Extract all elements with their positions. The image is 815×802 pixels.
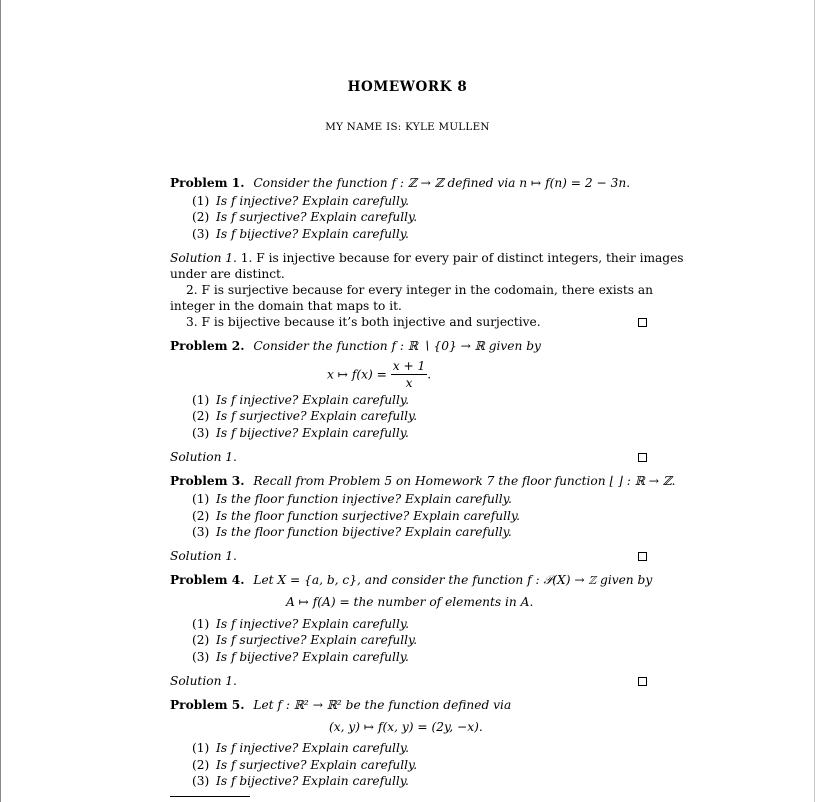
solution-4-label: Solution 1. (170, 674, 237, 688)
problem-1-item-1: (1) Is f injective? Explain carefully. (192, 194, 409, 208)
solution-1-line-5: 3. F is bijective because it’s both injective and surjective. (186, 315, 541, 329)
problem-4 (170, 573, 652, 588)
solution-1-line-4: integer in the domain that maps to it. (170, 299, 402, 313)
problem-5-item-3: (3) Is f bijective? Explain carefully. (192, 774, 409, 788)
fraction-numerator: x + 1 (392, 359, 426, 373)
problem-5-item-1: (1) Is f injective? Explain carefully. (192, 741, 409, 755)
problem-4-item-1: (1) Is f injective? Explain carefully. (192, 617, 409, 631)
problem-statement: Consider the function f : ℝ ∖ {0} → ℝ given by (253, 339, 541, 353)
solution-label: Solution 1. (170, 251, 237, 265)
problem-2-item-3: (3) Is f bijective? Explain carefully. (192, 426, 409, 440)
problem-4-display-equation: A ↦ f(A) = the number of elements in A. (286, 595, 534, 609)
problem-2-item-1: (1) Is f injective? Explain carefully. (192, 393, 409, 407)
qed-box (638, 677, 647, 686)
problem-3-item-3: (3) Is the floor function bijective? Explain carefully. (192, 525, 512, 539)
problem-2-item-2: (2) Is f surjective? Explain carefully. (192, 409, 418, 423)
problem-2 (170, 339, 541, 353)
problem-1-item-2: (2) Is f surjective? Explain carefully. (192, 210, 418, 224)
fraction-denominator: x (405, 376, 413, 390)
problem-label: Problem 5. (170, 698, 245, 712)
footnote-rule (170, 796, 250, 797)
problem-statement: Let f : ℝ² → ℝ² be the function defined via (253, 698, 512, 712)
problem-1 (170, 176, 630, 190)
qed-box (638, 453, 647, 462)
problem-5-item-2: (2) Is f surjective? Explain carefully. (192, 758, 418, 772)
fraction (391, 358, 428, 391)
problem-5-display-equation: (x, y) ↦ f(x, y) = (2y, −x). (329, 720, 483, 734)
solution-1-line-1: Solution 1. 1. F is injective because for every pair of distinct integers, their images (170, 251, 684, 265)
problem-label: Problem 4. (170, 573, 245, 587)
problem-label: Problem 1. (170, 176, 245, 190)
qed-box (638, 552, 647, 561)
problem-3-item-1: (1) Is the floor function injective? Explain carefully. (192, 492, 512, 506)
problem-3-item-2: (2) Is the floor function surjective? Explain carefully. (192, 509, 521, 523)
problem-statement: Recall from Problem 5 on Homework 7 the floor function ⌊ ⌋ : ℝ → ℤ. (253, 474, 676, 488)
problem-statement: Consider the function f : ℤ → ℤ defined via n ↦ f(n) = 2 − 3n. (253, 176, 631, 190)
problem-label: Problem 2. (170, 339, 245, 353)
problem-label: Problem 3. (170, 474, 245, 488)
document-title: HOMEWORK 8 (347, 79, 468, 95)
problem-4-item-2: (2) Is f surjective? Explain carefully. (192, 633, 418, 647)
solution-3-label: Solution 1. (170, 549, 237, 563)
author-line: MY NAME IS: KYLE MULLEN (325, 121, 490, 133)
problem-4-item-3: (3) Is f bijective? Explain carefully. (192, 650, 409, 664)
problem-2-display-equation: x ↦ f(x) = $\frac{x + 1}{x}$ . (327, 359, 432, 390)
solution-1-line-2: under are distinct. (170, 267, 285, 281)
problem-5 (170, 698, 511, 712)
problem-3 (170, 474, 676, 488)
solution-1-line-3: 2. F is surjective because for every integer in the codomain, there exists an (186, 283, 654, 297)
problem-statement: Let X = {a, b, c}, and consider the function f : 𝒫(X) → ℤ given by (253, 573, 653, 587)
solution-2-label: Solution 1. (170, 450, 237, 464)
qed-box (638, 318, 647, 327)
problem-1-item-3: (3) Is f bijective? Explain carefully. (192, 227, 409, 241)
